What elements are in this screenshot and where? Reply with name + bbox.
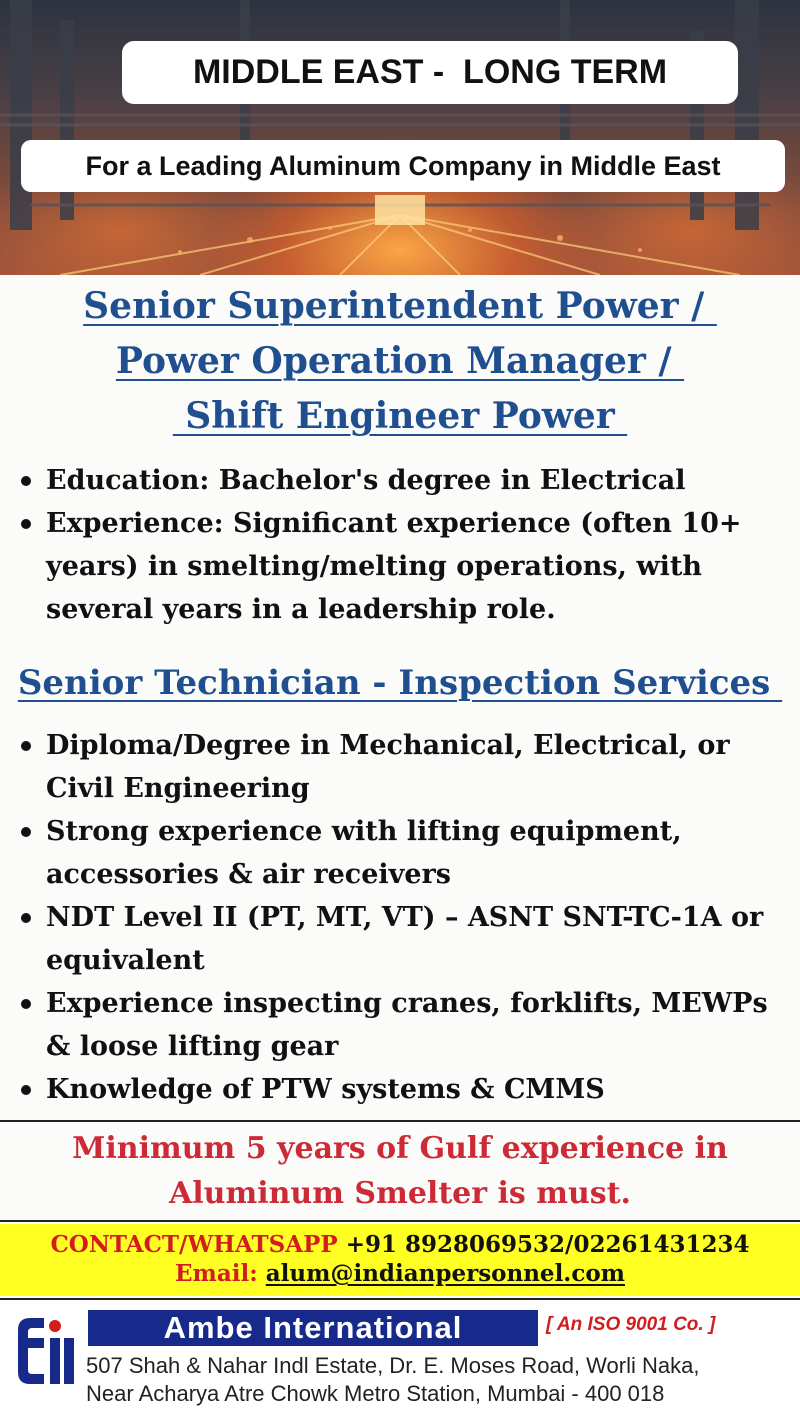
job2-title: Senior Technician - Inspection Services [17,663,783,703]
list-item: Education: Bachelor's degree in Electrical [0,459,800,502]
job1-title-line2: Power Operation Manager / [115,340,685,382]
bullet-icon [21,999,31,1009]
requirement-line1: Minimum 5 years of Gulf experience in [72,1131,728,1166]
divider [0,1120,800,1122]
bullet-icon [21,1085,31,1095]
contact-bar [0,1224,800,1296]
list-item: NDT Level II (PT, MT, VT) – ASNT SNT-TC-1A or equivalent [0,896,800,982]
iso-badge: [ An ISO 9001 Co. ] [546,1314,716,1335]
email-label: Email: [175,1260,258,1287]
list-item: Diploma/Degree in Mechanical, Electrical, or Civil Engineering [0,724,800,810]
list-item: Experience: Significant experience (often 10+ years) in smelting/melting operations, with several years in a leadership role. [0,502,800,631]
contact-numbers[interactable]: +91 8928069532/02261431234 [345,1231,750,1258]
contact-label: CONTACT/WHATSAPP [50,1231,338,1258]
company-name: Ambe International [88,1310,538,1346]
header-banner [0,0,800,275]
divider [0,1220,800,1222]
address-line1: 507 Shah & Nahar Indl Estate, Dr. E. Moses Road, Worli Naka, [86,1353,700,1378]
bullet-icon [21,913,31,923]
job1-requirements-list [0,459,800,631]
company-address [86,1352,800,1408]
list-item: Knowledge of PTW systems & CMMS [0,1068,800,1111]
bullet-icon [21,827,31,837]
email-link[interactable]: alum@indianpersonnel.com [265,1260,625,1287]
job1-title-line1: Senior Superintendent Power / [83,285,717,327]
company-footer [0,1300,800,1422]
bullet-icon [21,741,31,751]
list-item: Experience inspecting cranes, forklifts, MEWPs & loose lifting gear [0,982,800,1068]
bullet-icon [21,476,31,486]
bullet-icon [21,519,31,529]
job1-title-line3: Shift Engineer Power [172,395,628,437]
banner-title: MIDDLE EAST - LONG TERM [122,41,738,104]
address-line2: Near Acharya Atre Chowk Metro Station, Mumbai - 400 018 [86,1381,665,1406]
gulf-experience-requirement [0,1126,800,1216]
requirement-line2: Aluminum Smelter is must. [169,1176,631,1211]
job2-requirements-list [0,724,800,1111]
ambe-logo-icon [10,1314,78,1388]
banner-subtitle: For a Leading Aluminum Company in Middle East [21,140,785,192]
list-item: Strong experience with lifting equipment, accessories & air receivers [0,810,800,896]
